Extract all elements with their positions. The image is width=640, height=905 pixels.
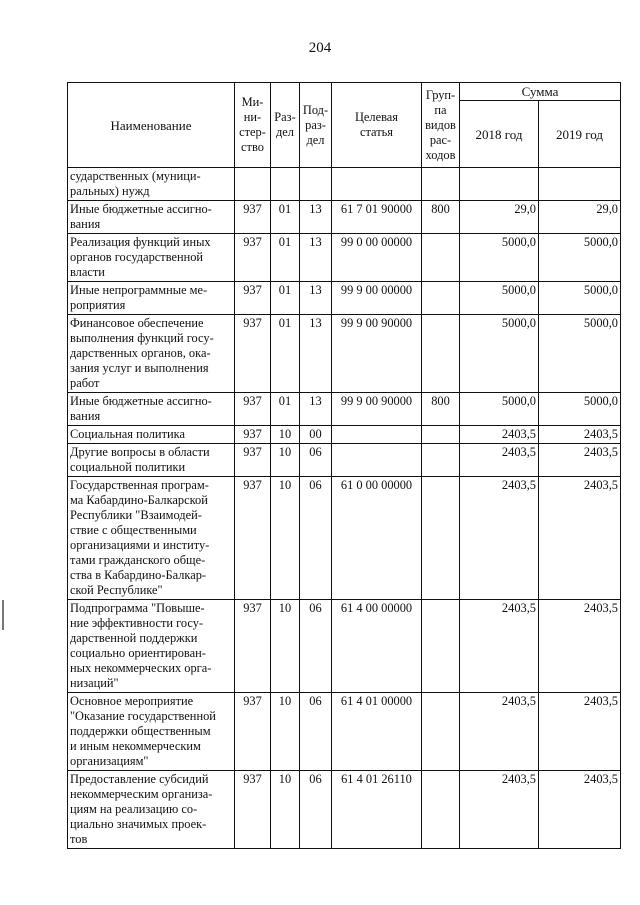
table-row [68,600,621,693]
cell-ministry: 937 [235,234,271,282]
table-row [68,477,621,600]
cell-ministry: 937 [235,282,271,315]
header-year-2019: 2019 год [539,101,621,168]
header-ministry-label: Ми- ни- стер- ство [239,95,266,154]
cell-subsection: 06 [300,477,332,600]
cell-sum-2019: 2403,5 [539,426,621,444]
cell-section: 01 [271,393,300,426]
table-row [68,315,621,393]
cell-expense-group [422,168,460,201]
cell-name: Реализация функций иных органов государственной власти [68,234,235,282]
table-row [68,393,621,426]
cell-sum-2019: 5000,0 [539,315,621,393]
cell-sum-2019: 2403,5 [539,771,621,849]
cell-name: Государственная програм- ма Кабардино-Балкарской Республики "Взаимодей- ствие с общественными организациями и институ- тами гражданского обще- ства в Кабардино-Балкар- ской Республике" [68,477,235,600]
cell-sum-2018: 29,0 [460,201,539,234]
cell-sum-2019: 29,0 [539,201,621,234]
cell-expense-group: 800 [422,201,460,234]
cell-subsection: 06 [300,771,332,849]
cell-target-article: 61 7 01 90000 [332,201,422,234]
cell-subsection: 06 [300,444,332,477]
cell-name: Финансовое обеспечение выполнения функций госу- дарственных органов, ока- зания услуг и выполнения работ [68,315,235,393]
cell-ministry: 937 [235,693,271,771]
cell-expense-group [422,600,460,693]
cell-name: Подпрограмма "Повыше- ние эффективности госу- дарственной поддержки социально ориентирован- ных некоммерческих орга- низаций" [68,600,235,693]
cell-section: 10 [271,771,300,849]
budget-table [67,82,621,849]
cell-sum-2018: 2403,5 [460,600,539,693]
cell-sum-2018: 5000,0 [460,393,539,426]
cell-ministry: 937 [235,771,271,849]
cell-name: Социальная политика [68,426,235,444]
cell-sum-2019: 2403,5 [539,477,621,600]
cell-target-article [332,444,422,477]
cell-name: Предоставление субсидий некоммерческим организа- циям на реализацию со- циально значимых проек- тов [68,771,235,849]
cell-target-article: 61 0 00 00000 [332,477,422,600]
cell-sum-2018: 2403,5 [460,477,539,600]
table-row [68,282,621,315]
cell-expense-group [422,693,460,771]
cell-sum-2019: 5000,0 [539,282,621,315]
cell-ministry: 937 [235,201,271,234]
cell-ministry: 937 [235,315,271,393]
header-expense-group [422,83,460,168]
cell-expense-group: 800 [422,393,460,426]
table-row [68,444,621,477]
cell-sum-2019: 2403,5 [539,693,621,771]
cell-target-article: 61 4 01 26110 [332,771,422,849]
cell-target-article [332,426,422,444]
header-subsection-label: Под- раз- дел [302,102,329,147]
cell-target-article: 99 9 00 90000 [332,393,422,426]
scan-edge-mark [2,600,4,630]
cell-target-article: 99 9 00 00000 [332,282,422,315]
cell-section: 10 [271,477,300,600]
table-row [68,201,621,234]
cell-sum-2018: 2403,5 [460,444,539,477]
header-year-2018: 2018 год [460,101,539,168]
cell-target-article: 99 9 00 90000 [332,315,422,393]
cell-target-article: 99 0 00 00000 [332,234,422,282]
cell-expense-group [422,477,460,600]
table-body [68,168,621,849]
header-name: Наименование [68,83,235,168]
cell-expense-group [422,426,460,444]
cell-sum-2019: 5000,0 [539,393,621,426]
header-sum: Сумма [460,83,621,101]
header-subsection [300,83,332,168]
table-row [68,168,621,201]
cell-target-article [332,168,422,201]
cell-name: Иные бюджетные ассигно- вания [68,393,235,426]
cell-sum-2019: 2403,5 [539,444,621,477]
page-number: 204 [308,40,332,56]
cell-section: 10 [271,600,300,693]
cell-sum-2018: 5000,0 [460,282,539,315]
cell-sum-2018: 2403,5 [460,771,539,849]
table-row [68,426,621,444]
cell-sum-2018 [460,168,539,201]
cell-subsection: 06 [300,693,332,771]
header-target-article [332,83,422,168]
cell-expense-group [422,315,460,393]
cell-target-article: 61 4 01 00000 [332,693,422,771]
cell-ministry: 937 [235,393,271,426]
table-row [68,771,621,849]
header-target-article-label: Целевая статья [354,110,399,139]
cell-subsection: 13 [300,234,332,282]
cell-sum-2019: 2403,5 [539,600,621,693]
cell-subsection: 13 [300,282,332,315]
cell-name: сударственных (муници- pальных) нужд [68,168,235,201]
cell-subsection: 00 [300,426,332,444]
cell-section: 10 [271,693,300,771]
cell-ministry: 937 [235,600,271,693]
cell-subsection: 13 [300,393,332,426]
cell-ministry: 937 [235,477,271,600]
cell-subsection: 13 [300,201,332,234]
cell-expense-group [422,444,460,477]
cell-sum-2018: 2403,5 [460,426,539,444]
cell-section: 10 [271,444,300,477]
cell-expense-group [422,282,460,315]
cell-section: 01 [271,282,300,315]
cell-name: Другие вопросы в области социальной политики [68,444,235,477]
cell-section: 01 [271,315,300,393]
cell-ministry: 937 [235,426,271,444]
cell-name: Иные непрограммные ме- роприятия [68,282,235,315]
cell-sum-2018: 5000,0 [460,234,539,282]
cell-section: 01 [271,201,300,234]
cell-target-article: 61 4 00 00000 [332,600,422,693]
cell-sum-2019: 5000,0 [539,234,621,282]
header-expense-group-label: Груп- па видов рас- ходов [425,87,456,162]
cell-subsection [300,168,332,201]
cell-section: 10 [271,426,300,444]
header-ministry [235,83,271,168]
cell-sum-2018: 5000,0 [460,315,539,393]
cell-name: Основное мероприятие "Оказание государственной поддержки общественным и иным некоммерческим организациям" [68,693,235,771]
cell-expense-group [422,771,460,849]
cell-ministry [235,168,271,201]
cell-subsection: 06 [300,600,332,693]
cell-subsection: 13 [300,315,332,393]
table-row [68,234,621,282]
cell-sum-2018: 2403,5 [460,693,539,771]
cell-name: Иные бюджетные ассигно- вания [68,201,235,234]
cell-section: 01 [271,234,300,282]
header-section [271,83,300,168]
header-section-label: Раз- дел [274,110,296,139]
cell-sum-2019 [539,168,621,201]
cell-expense-group [422,234,460,282]
cell-ministry: 937 [235,444,271,477]
cell-section [271,168,300,201]
table-row [68,693,621,771]
